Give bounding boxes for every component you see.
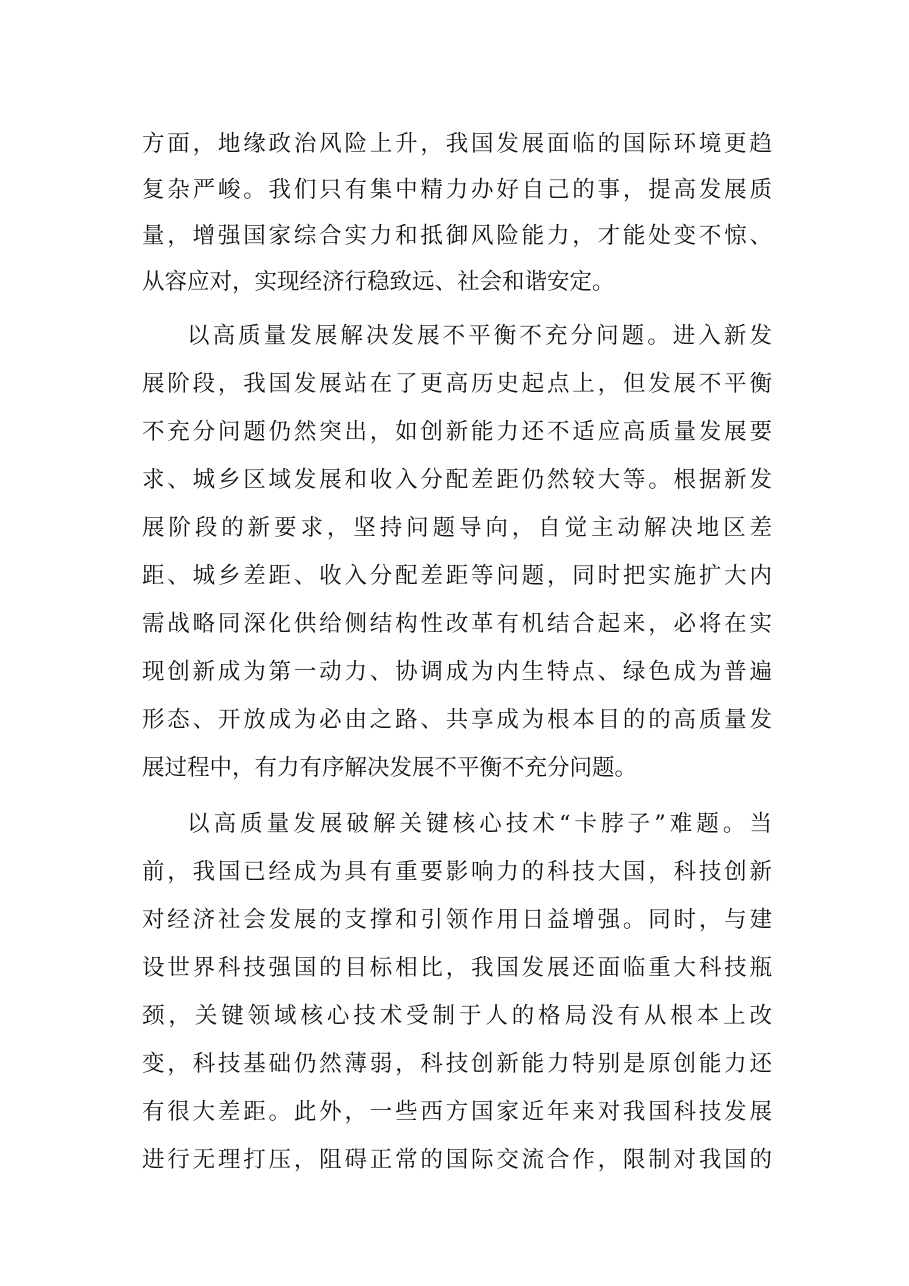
text-line: 量，增强国家综合实力和抵御风险能力，才能处变不惊、 bbox=[142, 223, 772, 249]
text-line: 前，我国已经成为具有重要影响力的科技大国，科技创新 bbox=[142, 859, 772, 885]
paragraph-first-line: 以高质量发展解决发展不平衡不充分问题。进入新发 bbox=[187, 323, 772, 349]
text-line: 进行无理打压，阻碍正常的国际交流合作，限制对我国的 bbox=[142, 1147, 772, 1173]
text-line: 求、城乡区域发展和收入分配差距仍然较大等。根据新发 bbox=[142, 467, 772, 493]
text-line: 从容应对，实现经济行稳致远、社会和谐安定。 bbox=[142, 269, 615, 295]
text-line: 设世界科技强国的目标相比，我国发展还面临重大科技瓶 bbox=[142, 955, 772, 981]
text-line: 展过程中，有力有序解决发展不平衡不充分问题。 bbox=[142, 755, 638, 781]
text-line: 复杂严峻。我们只有集中精力办好自己的事，提高发展质 bbox=[142, 177, 772, 203]
paragraph-first-line: 以高质量发展破解关键核心技术“卡脖子”难题。当 bbox=[187, 811, 772, 837]
text-line: 对经济社会发展的支撑和引领作用日益增强。同时，与建 bbox=[142, 907, 772, 933]
text-line: 距、城乡差距、收入分配差距等问题，同时把实施扩大内 bbox=[142, 563, 772, 589]
text-line: 展阶段的新要求，坚持问题导向，自觉主动解决地区差 bbox=[142, 515, 772, 541]
text-line: 展阶段，我国发展站在了更高历史起点上，但发展不平衡 bbox=[142, 371, 772, 397]
text-line: 颈，关键领域核心技术受制于人的格局没有从根本上改 bbox=[142, 1003, 772, 1029]
text-line: 需战略同深化供给侧结构性改革有机结合起来，必将在实 bbox=[142, 611, 772, 637]
text-line: 现创新成为第一动力、协调成为内生特点、绿色成为普遍 bbox=[142, 659, 772, 685]
text-line: 不充分问题仍然突出，如创新能力还不适应高质量发展要 bbox=[142, 419, 772, 445]
text-line: 有很大差距。此外，一些西方国家近年来对我国科技发展 bbox=[142, 1099, 772, 1125]
text-line: 形态、开放成为必由之路、共享成为根本目的的高质量发 bbox=[142, 707, 772, 733]
text-line: 变，科技基础仍然薄弱，科技创新能力特别是原创能力还 bbox=[142, 1051, 772, 1077]
text-line: 方面，地缘政治风险上升，我国发展面临的国际环境更趋 bbox=[142, 131, 772, 157]
